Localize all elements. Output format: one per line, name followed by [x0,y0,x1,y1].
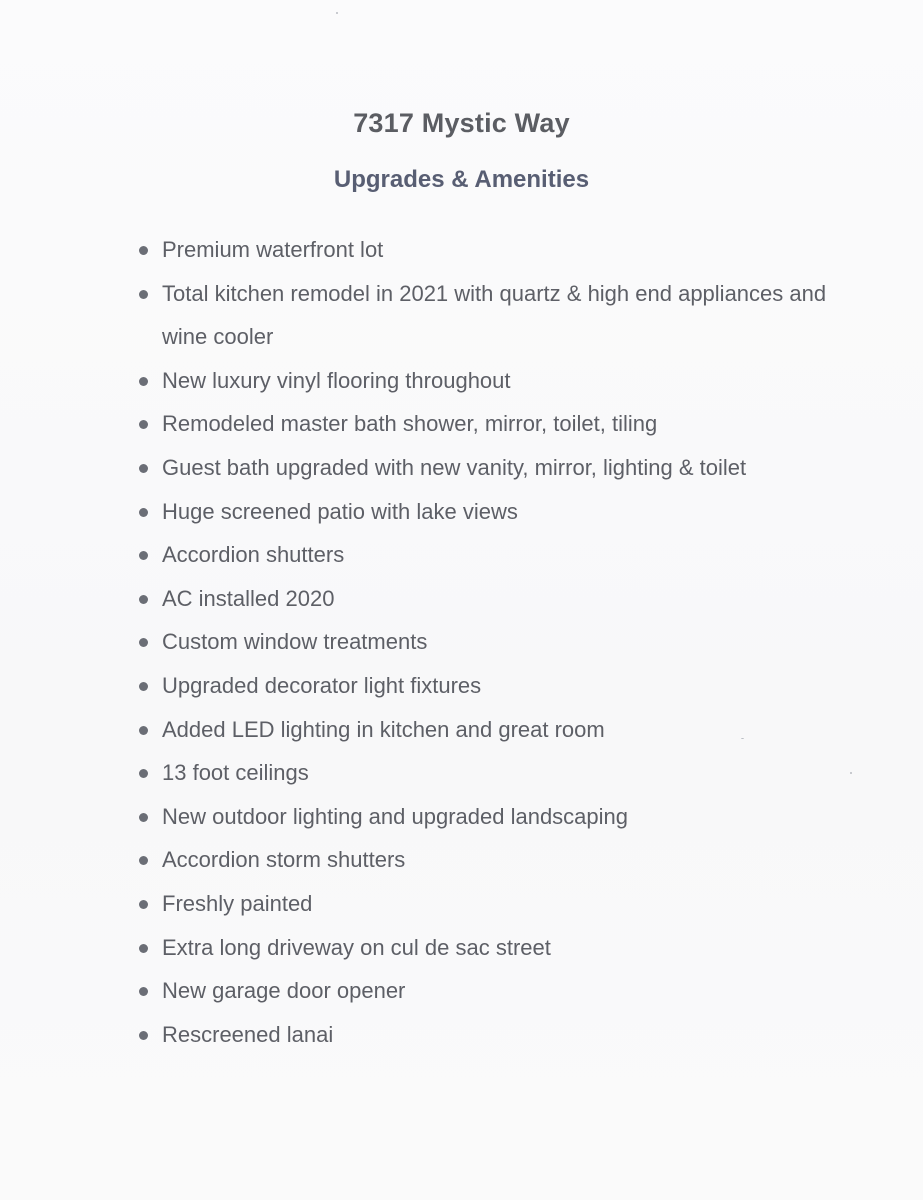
list-item [136,708,836,752]
list-item [136,620,836,664]
bullet-icon [139,246,148,255]
scan-speck [850,772,852,774]
bullet-icon [139,726,148,735]
list-item [136,664,836,708]
list-item-text: AC installed 2020 [162,585,335,611]
list-item [136,577,836,621]
bullet-icon [139,638,148,647]
list-item-text: Rescreened lanai [162,1021,334,1047]
scan-speck [741,738,744,739]
list-item [136,926,836,970]
scan-speck [336,12,338,14]
bullet-icon [139,551,148,560]
list-item-text: Custom window treatments [162,629,428,655]
list-item-text: Premium waterfront lot [162,237,384,262]
list-item [136,795,836,839]
list-item-text: New outdoor lighting and upgraded landscaping [162,803,629,829]
bullet-icon [139,595,148,604]
bullet-icon [139,464,148,473]
list-item [136,446,836,490]
list-item [136,838,836,882]
bullet-icon [139,769,148,778]
bullet-icon [139,290,148,299]
list-item-text: Accordion shutters [162,542,345,568]
list-item-text: Remodeled master bath shower, mirror, toilet, tiling [162,411,658,437]
list-item [136,490,836,534]
bullet-icon [139,508,148,517]
list-item-text: Accordion storm shutters [162,847,406,873]
amenities-list [136,228,836,1056]
bullet-icon [139,856,148,865]
bullet-icon [139,682,148,691]
bullet-icon [139,420,148,429]
list-item-text: 13 foot ceilings [162,760,309,786]
list-item-text: Extra long driveway on cul de sac street [162,934,551,960]
bullet-icon [139,813,148,822]
list-item-text: Total kitchen remodel in 2021 with quartz & high end appliances and wine cooler [162,280,827,350]
page-subtitle: Upgrades & Amenities [333,166,590,193]
list-item-text: Upgraded decorator light fixtures [162,672,482,698]
list-item [136,402,836,446]
page-title: 7317 Mystic Way [353,108,570,138]
list-item-text: Guest bath upgraded with new vanity, mirror, lighting & toilet [162,454,747,480]
list-item [136,1013,836,1057]
list-item [136,533,836,577]
list-item-text: New luxury vinyl flooring throughout [162,367,511,393]
list-item-text: New garage door opener [162,978,406,1004]
list-item [136,228,836,272]
bullet-icon [139,377,148,386]
list-item [136,272,836,359]
list-item [136,359,836,403]
list-item [136,969,836,1013]
list-item-text: Huge screened patio with lake views [162,498,518,524]
list-item-text: Added LED lighting in kitchen and great room [162,716,605,742]
list-item [136,751,836,795]
list-item-text: Freshly painted [162,890,313,916]
bullet-icon [139,900,148,909]
bullet-icon [139,987,148,996]
bullet-icon [139,1031,148,1040]
list-item [136,882,836,926]
bullet-icon [139,944,148,953]
